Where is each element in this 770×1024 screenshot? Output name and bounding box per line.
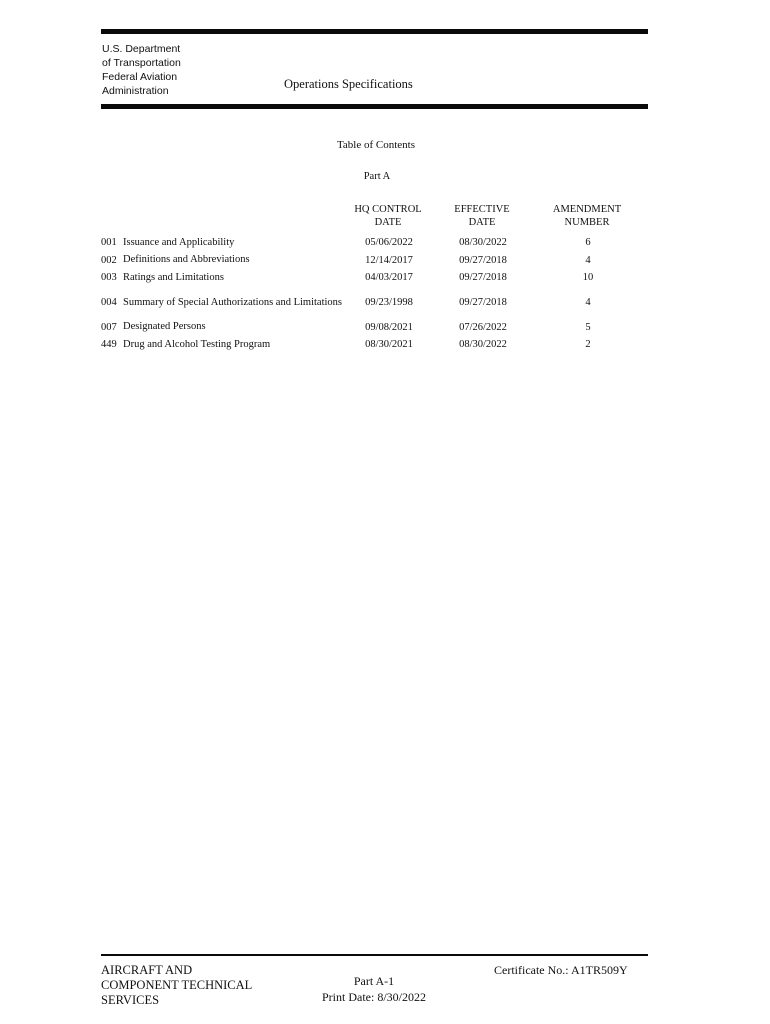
effective-date: 08/30/2022 (459, 237, 507, 249)
column-header-line: AMENDMENT (552, 204, 622, 215)
paragraph-subject: Summary of Special Authorizations and Limitations (123, 296, 343, 308)
amendment-number: 10 (582, 272, 594, 284)
paragraph-code: 004 (101, 297, 117, 308)
column-header-hq-control-date (338, 203, 438, 229)
hq-control-date: 05/06/2022 (365, 237, 413, 249)
paragraph-subject: Designated Persons (123, 321, 206, 333)
paragraph-subject: Issuance and Applicability (123, 236, 235, 248)
paragraph-subject: Definitions and Abbreviations (123, 254, 250, 266)
column-header-line: NUMBER (564, 217, 610, 228)
amendment-number: 4 (585, 297, 591, 308)
document-title: Operations Specifications (284, 77, 413, 91)
effective-date: 09/27/2018 (459, 297, 507, 308)
paragraph-subject: Ratings and Limitations (123, 271, 224, 283)
company-line: SERVICES (101, 993, 160, 1007)
paragraph-code: 003 (101, 272, 117, 284)
effective-date: 07/26/2022 (459, 321, 507, 333)
hq-control-date: 09/08/2021 (365, 321, 413, 333)
paragraph-subject: Drug and Alcohol Testing Program (123, 338, 271, 350)
agency-line: U.S. Department (102, 43, 181, 55)
paragraph-code: 449 (101, 339, 117, 351)
certificate-number: Certificate No.: A1TR509Y (494, 963, 628, 977)
toc-row[interactable] (101, 234, 648, 252)
column-header-amendment-number (537, 203, 637, 229)
page-number: Part A-1 (353, 974, 395, 988)
footer-page-info (0, 973, 770, 1005)
column-header-line: EFFECTIVE (454, 204, 510, 215)
toc-row[interactable] (101, 269, 648, 287)
effective-date: 09/27/2018 (459, 254, 507, 266)
company-line: COMPONENT TECHNICAL (101, 978, 253, 992)
hq-control-date: 09/23/1998 (365, 297, 413, 308)
column-header-effective-date (432, 203, 532, 229)
print-date: Print Date: 8/30/2022 (322, 990, 426, 1004)
column-header-line: HQ CONTROL (354, 204, 422, 215)
part-title: Part A (363, 171, 391, 182)
toc-row[interactable] (101, 287, 648, 319)
amendment-number: 5 (585, 321, 591, 333)
paragraph-code: 001 (101, 237, 117, 249)
toc-table (101, 234, 648, 354)
agency-block (102, 42, 181, 98)
effective-date: 08/30/2022 (459, 339, 507, 351)
paragraph-code: 002 (101, 254, 117, 266)
toc-title: Table of Contents (336, 139, 416, 151)
hq-control-date: 04/03/2017 (365, 272, 413, 284)
agency-line: Federal Aviation (102, 71, 178, 83)
amendment-number: 6 (585, 237, 591, 249)
column-header-line: DATE (468, 217, 496, 228)
agency-line: of Transportation (102, 57, 181, 69)
effective-date: 09/27/2018 (459, 272, 507, 284)
hq-control-date: 12/14/2017 (365, 254, 413, 266)
company-line: AIRCRAFT AND (101, 963, 193, 977)
hq-control-date: 08/30/2021 (365, 339, 413, 351)
column-header-line: DATE (374, 217, 402, 228)
toc-row[interactable] (101, 252, 648, 270)
agency-line: Administration (102, 85, 169, 97)
amendment-number: 4 (585, 254, 591, 266)
header-top-rule (101, 29, 648, 34)
toc-row[interactable] (101, 336, 648, 354)
header-bottom-rule (101, 104, 648, 109)
footer-rule (101, 954, 648, 956)
amendment-number: 2 (585, 339, 591, 351)
paragraph-code: 007 (101, 321, 117, 333)
toc-row[interactable] (101, 319, 648, 337)
